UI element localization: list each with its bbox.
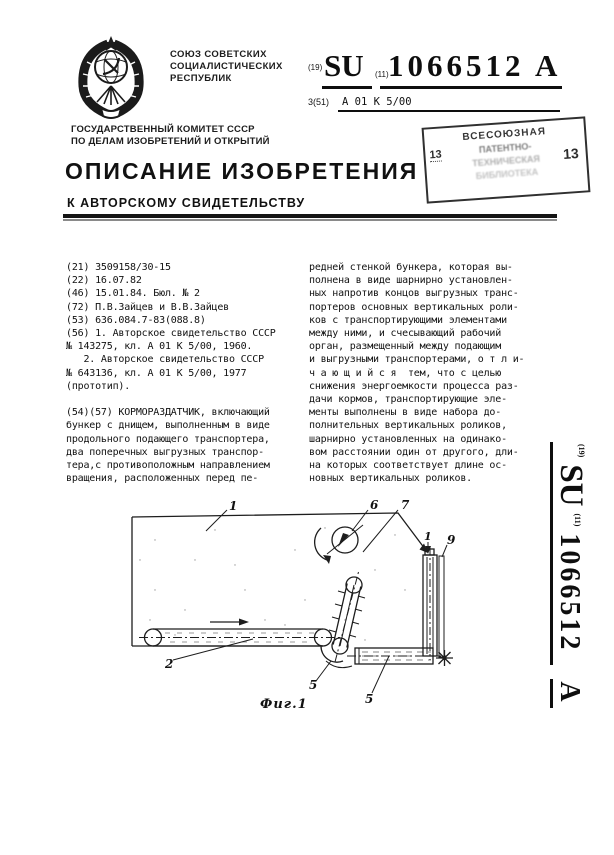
text-line: вом расстоянии один от другого, дли- — [309, 446, 519, 458]
text-line: продольного подающего транспортера, — [66, 433, 270, 445]
ipc-class: А 01 К 5/00 — [342, 96, 412, 108]
underline-code — [322, 86, 372, 89]
text-line: и выгрузными транспортерами, о т л и- — [309, 354, 525, 366]
text-line: ков с транспортирующими элементами — [309, 314, 507, 326]
text-line: дачи кормов, транспортирующие эле- — [309, 394, 507, 406]
abstract-right-column — [309, 261, 555, 485]
divider-rule — [63, 214, 557, 221]
text-line: на которых соответствует длине ос- — [309, 460, 507, 472]
text-line: ных напротив концов выгрузных транс- — [309, 288, 519, 300]
text-line: снижения энергоемкости процесса раз- — [309, 380, 519, 392]
text-line: № 143275, кл. А 01 К 5/00, 1960. — [66, 341, 253, 353]
stamp-number-left: 13 — [429, 148, 443, 162]
bottom-discharge-roller — [347, 648, 447, 664]
text-line: два поперечных выгрузных транспор- — [66, 446, 264, 458]
text-line: (21) 3509158/30-15 — [66, 262, 171, 273]
rotation-arrow — [315, 528, 331, 564]
stamp-line-2: ПАТЕНТНО- — [478, 141, 532, 155]
ipc-prefix: 3(51) — [308, 97, 330, 107]
figure-1-drawing — [95, 500, 535, 735]
text-line: ч а ю щ и й с я тем, что с целью — [309, 367, 502, 379]
side-code-label: (19) — [577, 444, 586, 458]
kind-code: A — [535, 48, 558, 83]
text-line: бункер с днищем, выполненным в виде — [66, 420, 270, 432]
text-line: (46) 15.01.84. Бюл. № 2 — [66, 288, 200, 300]
text-line: редней стенкой бункера, которая вы- — [309, 262, 513, 273]
stamp-line-4: БИБЛИОТЕКА — [475, 166, 539, 182]
text-line: (53) 636.084.7-83(088.8) — [66, 314, 206, 326]
document-title: ОПИСАНИЕ ИЗОБРЕТЕНИЯ — [65, 158, 419, 184]
committee-name — [71, 124, 331, 148]
underline-number — [380, 86, 562, 89]
country-code: SU — [324, 48, 364, 83]
text-line: (прототип). — [66, 380, 131, 392]
number-label: (11) — [375, 70, 389, 79]
underline-ipc — [338, 110, 560, 112]
biblio-abstract-left-column — [66, 261, 306, 485]
feeding-conveyor — [139, 619, 341, 647]
text-line — [66, 393, 306, 406]
country-name — [170, 49, 310, 85]
library-stamp — [422, 116, 591, 203]
text-line: шарнирно установленных на одинако- — [309, 433, 507, 445]
text-line: СОЦИАЛИСТИЧЕСКИХ — [170, 61, 283, 72]
text-line: (54)(57) КОРМОРАЗДАТЧИК, включающий — [66, 407, 270, 419]
figure-label-5b: 5 — [365, 692, 374, 706]
text-line: вращения, расположенных перед пе- — [66, 473, 259, 485]
text-line: менты выполнены в виде набора до- — [309, 407, 502, 419]
text-line: (56) 1. Авторское свидетельство СССР — [66, 328, 276, 340]
smoothing-roller — [315, 525, 363, 564]
text-line: РЕСПУБЛИК — [170, 73, 232, 84]
figure-label-9: 9 — [447, 533, 456, 547]
stamp-line-1: ВСЕСОЮЗНАЯ — [462, 126, 547, 143]
publication-number: 1066512 — [388, 48, 525, 83]
text-line: орган, размещенный между подающим — [309, 341, 502, 353]
combing-element — [321, 570, 365, 668]
side-country-code: SU — [553, 464, 589, 507]
text-line: ГОСУДАРСТВЕННЫЙ КОМИТЕТ СССР — [71, 124, 255, 135]
figure-caption: Фиг.1 — [260, 697, 308, 712]
text-line: тера,с противоположным направлением — [66, 460, 270, 472]
stamp-number-right: 13 — [562, 144, 580, 162]
figure-label-7: 7 — [401, 500, 410, 512]
bunker-outline — [132, 513, 428, 646]
text-line: ПО ДЕЛАМ ИЗОБРЕТЕНИЙ И ОТКРЫТИЙ — [71, 136, 270, 147]
sprocket — [436, 650, 453, 666]
figure-label-5a: 5 — [309, 678, 318, 692]
text-line: 2. Авторское свидетельство СССР — [66, 354, 264, 366]
stamp-line-3: ТЕХНИЧЕСКАЯ — [471, 153, 541, 169]
side-kind-code: A — [550, 679, 585, 707]
feed-direction-arrow — [210, 619, 249, 626]
paper-speckles — [139, 527, 405, 640]
figure-label-1: 1 — [229, 500, 238, 513]
figure-label-2: 2 — [165, 657, 174, 671]
text-line: СОЮЗ СОВЕТСКИХ — [170, 49, 267, 60]
figure-label-6: 6 — [370, 500, 379, 512]
text-line: между ними, и счесывающий рабочий — [309, 328, 502, 340]
text-line: № 643136, кл. А 01 К 5/00, 1977 — [66, 367, 247, 379]
side-number-label: (11) — [573, 513, 582, 527]
text-line: портеров основных вертикальных роли- — [309, 301, 519, 313]
leader-lines — [173, 510, 447, 693]
text-line: полнительных вертикальных роликов, — [309, 420, 507, 432]
ussr-emblem-icon — [73, 34, 149, 120]
figure-label-1b: 1 — [424, 530, 432, 543]
code-label: (19) — [308, 63, 323, 72]
side-number: 1066512 — [554, 533, 585, 653]
text-line: новных вертикальных роликов. — [309, 473, 472, 485]
text-line: полнена в виде шарнирно установлен- — [309, 275, 513, 287]
text-line: (22) 16.07.82 — [66, 275, 142, 287]
document-subtitle: К АВТОРСКОМУ СВИДЕТЕЛЬСТВУ — [67, 196, 306, 210]
text-line: (72) П.В.Зайцев и В.В.Зайцев — [66, 301, 229, 313]
